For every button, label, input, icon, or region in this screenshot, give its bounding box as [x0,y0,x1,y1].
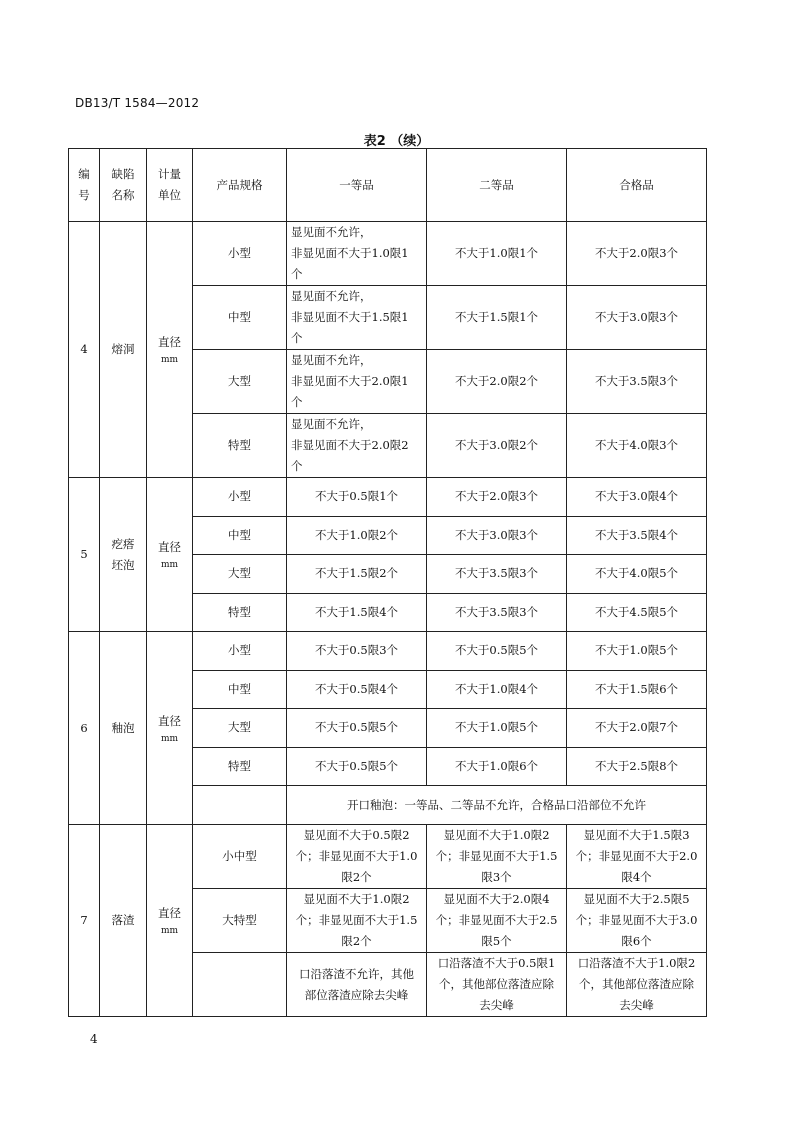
product-spec: 中型 [193,286,287,350]
cell-line: 个；非显见面不大于2.0 [575,849,698,863]
product-spec: 大型 [193,555,287,594]
cell-line: 限3个 [481,870,512,884]
cell-line: 个 [291,267,303,281]
cell-line: 非显见面不大于1.0限1 [291,246,409,260]
cell-line: 去尖峰 [619,998,654,1012]
grade3-value [567,889,707,953]
grade1-value [287,350,427,414]
header-grade2: 二等品 [427,149,567,222]
grade2-value: 不大于3.5限3个 [427,593,567,632]
measure-unit [147,222,193,478]
defect-name [100,478,147,632]
grade3-value: 不大于4.0限5个 [567,555,707,594]
measure-unit [147,478,193,632]
table-caption: 表2 （续） [363,134,430,149]
table-row [69,632,707,671]
product-spec: 大型 [193,709,287,748]
cell-line: 坯泡 [111,557,135,572]
grade1-value: 不大于1.0限2个 [287,516,427,555]
grade2-value: 不大于1.0限5个 [427,709,567,748]
cell-line: 口沿落渣不大于1.0限2 [577,956,696,970]
cell-line: 个，其他部位落渣应除 [439,977,554,991]
cell-line: 显见面不大于2.5限5 [583,892,690,906]
grade3-value: 不大于3.0限4个 [567,478,707,517]
cell-line: 非显见面不大于1.5限1 [291,310,409,324]
unit-mm: mm [160,733,179,744]
grade1-value: 不大于0.5限5个 [287,709,427,748]
cell-line: 落渣 [111,913,135,927]
measure-unit [147,632,193,825]
grade3-value: 不大于4.5限5个 [567,593,707,632]
cell-line: 显见面不允许， [291,417,372,431]
grade3-value: 不大于1.0限5个 [567,632,707,671]
unit-label: 直径 [158,540,181,554]
cell-line: 显见面不大于0.5限2 [303,828,410,842]
cell-line: 口沿落渣不允许，其他 [299,966,414,981]
product-spec: 小型 [193,222,287,286]
grade3-value: 不大于2.5限8个 [567,747,707,786]
cell-line: 限6个 [621,934,652,948]
product-spec: 特型 [193,593,287,632]
grade3-value: 不大于2.0限3个 [567,222,707,286]
note-spec-empty [193,786,287,825]
cell-line: 显见面不大于1.5限3 [583,828,690,842]
cell-line: 显见面不大于2.0限4 [443,892,550,906]
cell-line: 限2个 [341,934,372,948]
product-spec: 大型 [193,350,287,414]
cell-line: 非显见面不大于2.0限1 [291,374,409,388]
cell-line: 个；非显见面不大于1.5 [435,849,558,863]
defect-number: 7 [69,825,100,1017]
product-spec: 小中型 [193,825,287,889]
grade1-value: 不大于0.5限5个 [287,747,427,786]
cell-line: 釉泡 [111,720,135,735]
product-spec: 小型 [193,478,287,517]
grade2-value: 不大于3.0限3个 [427,516,567,555]
table-row [69,222,707,286]
note-text: 开口釉泡：一等品、二等品不允许，合格品口沿部位不允许 [287,786,707,825]
grade1-value [287,889,427,953]
product-spec: 特型 [193,414,287,478]
cell-line: 限5个 [481,934,512,948]
grade3-value: 不大于3.0限3个 [567,286,707,350]
grade2-value: 不大于1.5限1个 [427,286,567,350]
product-spec [193,953,287,1017]
grade1-value [287,825,427,889]
unit-label: 直径 [158,335,181,349]
cell-line: 口沿落渣不大于0.5限1 [437,956,556,970]
cell-line: 熔洞 [111,342,135,356]
grade1-value [287,286,427,350]
table-header-row [69,149,707,222]
cell-line: 个；非显见面不大于3.0 [575,913,698,927]
defect-spec-table [68,148,707,1017]
unit-mm: mm [160,926,179,936]
document-code: DB13/T 1584—2012 [75,96,200,110]
unit-label: 直径 [158,906,181,920]
grade2-value: 不大于0.5限5个 [427,632,567,671]
grade3-value [567,953,707,1017]
cell-line: 显见面不大于1.0限2 [303,892,410,906]
grade3-value: 不大于1.5限6个 [567,670,707,709]
unit-mm: mm [160,355,179,365]
grade3-value: 不大于4.0限3个 [567,414,707,478]
header-num: 编 号 [69,149,100,222]
measure-unit [147,825,193,1017]
cell-line: 去尖峰 [479,998,514,1012]
product-spec: 中型 [193,516,287,555]
product-spec: 小型 [193,632,287,671]
grade3-value: 不大于3.5限4个 [567,516,707,555]
grade2-value: 不大于1.0限1个 [427,222,567,286]
header-defect-name: 缺陷 名称 [100,149,147,222]
grade1-value: 不大于1.5限4个 [287,593,427,632]
product-spec: 特型 [193,747,287,786]
grade1-value [287,953,427,1017]
grade3-value: 不大于3.5限3个 [567,350,707,414]
grade1-value: 不大于0.5限1个 [287,478,427,517]
cell-line: 疙瘩 [111,536,135,551]
grade2-value [427,825,567,889]
grade1-value [287,222,427,286]
cell-line: 限4个 [621,870,652,884]
defect-number: 6 [69,632,100,825]
cell-line: 显见面不允许， [291,289,372,303]
grade2-value: 不大于1.0限4个 [427,670,567,709]
cell-line: 个，其他部位落渣应除 [579,977,694,991]
grade2-value: 不大于2.0限3个 [427,478,567,517]
grade1-value: 不大于1.5限2个 [287,555,427,594]
product-spec: 大特型 [193,889,287,953]
unit-mm: mm [160,560,179,570]
cell-line: 个；非显见面不大于1.0 [295,849,418,863]
defect-number: 4 [69,222,100,478]
grade2-value: 不大于1.0限6个 [427,747,567,786]
grade2-value [427,953,567,1017]
product-spec: 中型 [193,670,287,709]
cell-line: 部位落渣应除去尖峰 [304,987,409,1002]
grade1-value [287,414,427,478]
grade1-value: 不大于0.5限4个 [287,670,427,709]
defect-name [100,632,147,825]
cell-line: 个 [291,395,303,409]
cell-line: 个 [291,459,303,473]
defect-name [100,222,147,478]
grade3-value [567,825,707,889]
cell-line: 个；非显见面不大于2.5 [435,913,558,927]
cell-line: 显见面不允许， [291,353,372,367]
cell-line: 非显见面不大于2.0限2 [291,438,409,452]
grade2-value [427,889,567,953]
cell-line: 个 [291,331,303,345]
header-grade1: 一等品 [287,149,427,222]
header-spec: 产品规格 [193,149,287,222]
grade1-value: 不大于0.5限3个 [287,632,427,671]
grade2-value: 不大于2.0限2个 [427,350,567,414]
unit-label: 直径 [158,713,181,728]
defect-name [100,825,147,1017]
cell-line: 显见面不允许， [291,225,372,239]
cell-line: 个；非显见面不大于1.5 [295,913,418,927]
table-row [69,825,707,889]
grade2-value: 不大于3.0限2个 [427,414,567,478]
grade3-value: 不大于2.0限7个 [567,709,707,748]
grade2-value: 不大于3.5限3个 [427,555,567,594]
page-number: 4 [90,1032,98,1046]
defect-number: 5 [69,478,100,632]
header-unit: 计量 单位 [147,149,193,222]
cell-line: 限2个 [341,870,372,884]
table-row [69,478,707,517]
header-grade3: 合格品 [567,149,707,222]
cell-line: 显见面不大于1.0限2 [443,828,550,842]
